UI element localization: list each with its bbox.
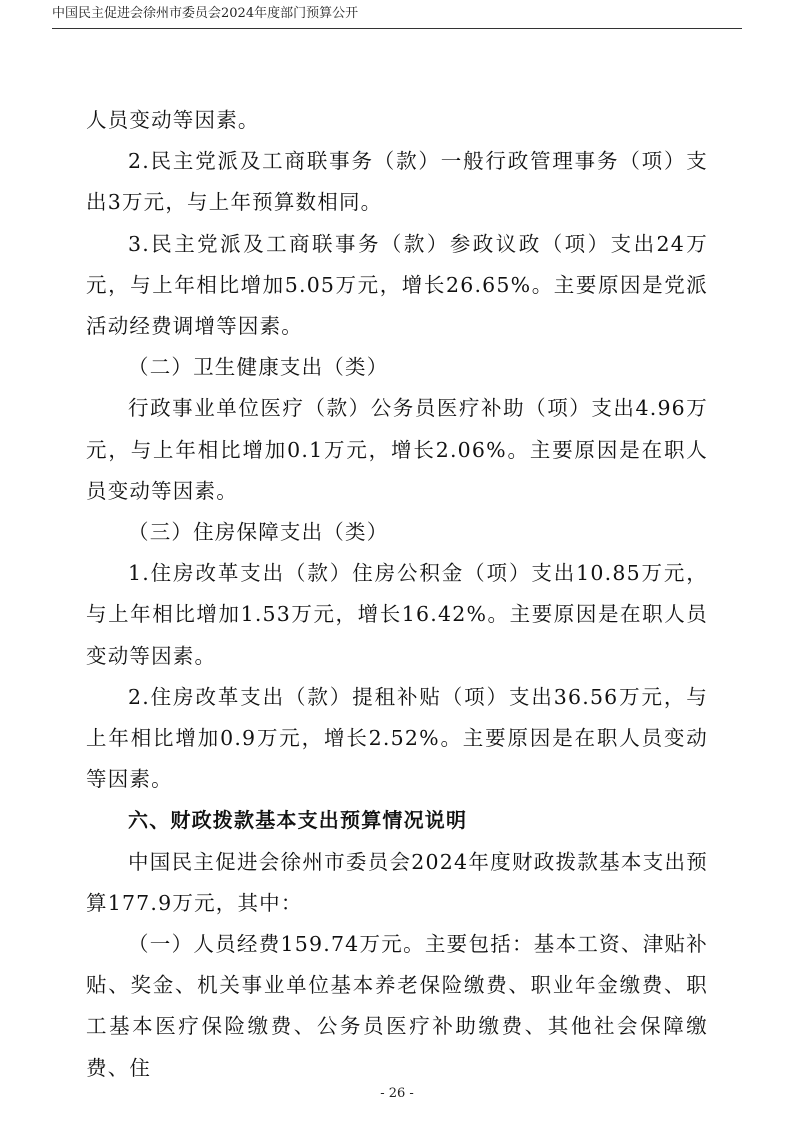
paragraph-health: 行政事业单位医疗（款）公务员医疗补助（项）支出4.96万元，与上年相比增加0.1万元，增长2.06%。主要原因是在职人员变动等因素。	[86, 396, 708, 503]
paragraph-basic-expenditure: 中国民主促进会徐州市委员会2024年度财政拨款基本支出预算177.9万元，其中：	[86, 849, 708, 915]
page-header	[52, 4, 742, 29]
paragraph-item-3: 3.民主党派及工商联事务（款）参政议政（项）支出24万元，与上年相比增加5.05万元，增长26.65%。主要原因是党派活动经费调增等因素。	[86, 231, 708, 339]
paragraph-housing-2: 2.住房改革支出（款）提租补贴（项）支出36.56万元，与上年相比增加0.9万元，增长2.52%。主要原因是在职人员变动等因素。	[86, 684, 708, 792]
paragraph-item-2: 2.民主党派及工商联事务（款）一般行政管理事务（项）支出3万元，与上年预算数相同。	[86, 149, 708, 215]
page-footer	[0, 1086, 794, 1101]
subheading-housing: （三）住房保障支出（类）	[128, 520, 389, 545]
paragraph-continuation: 人员变动等因素。	[86, 108, 260, 132]
subheading-health: （二）卫生健康支出（类）	[128, 355, 389, 380]
document-body	[86, 100, 708, 1089]
page-number: - 26 -	[380, 1086, 414, 1101]
section-heading-basic-expenditure: 六、财政拨款基本支出预算情况说明	[128, 808, 468, 833]
header-title: 中国民主促进会徐州市委员会2024年度部门预算公开	[52, 6, 359, 21]
paragraph-personnel-costs: （一）人员经费159.74万元。主要包括：基本工资、津贴补贴、奖金、机关事业单位基本养老保险缴费、职业年金缴费、职工基本医疗保险缴费、公务员医疗补助缴费、其他社会保障缴费、住	[86, 932, 708, 1080]
paragraph-housing-1: 1.住房改革支出（款）住房公积金（项）支出10.85万元，与上年相比增加1.53万元，增长16.42%。主要原因是在职人员变动等因素。	[86, 561, 708, 668]
